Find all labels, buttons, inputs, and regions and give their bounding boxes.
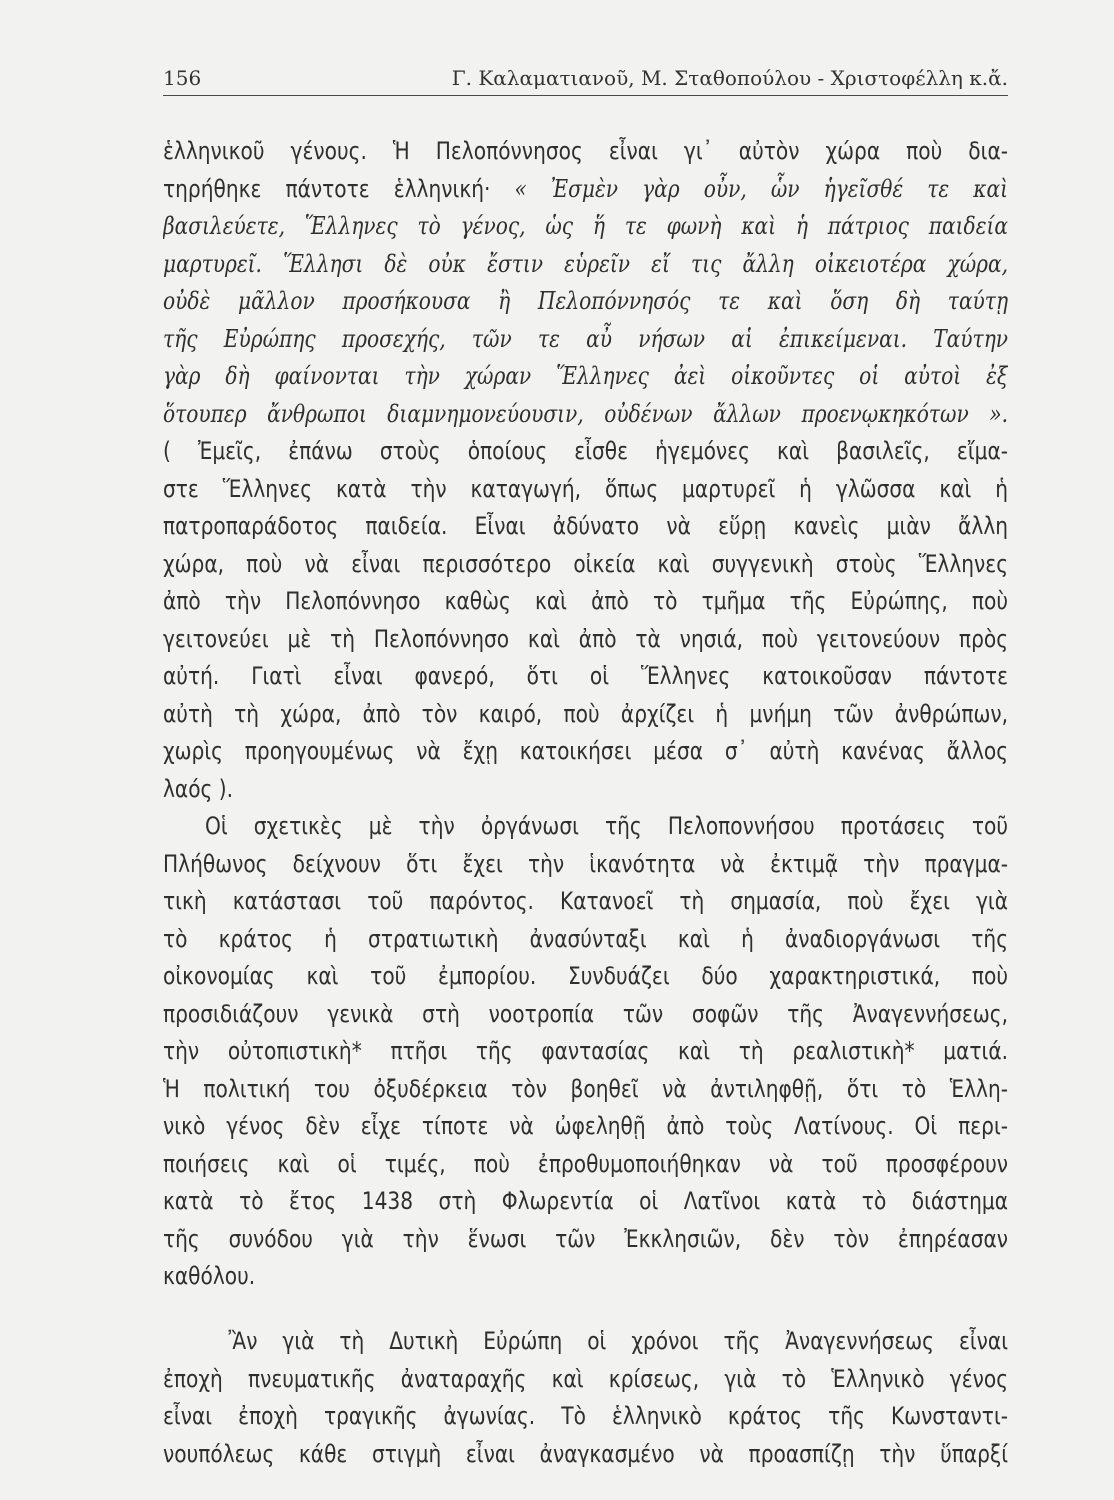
running-title: Γ. Καλαματιανοῦ, Μ. Σταθοπούλου - Χριστοφέλλη κ.ἄ. — [451, 66, 1008, 90]
body-line: νικὸ γένος δὲν εἶχε τίποτε νὰ ὠφεληθῇ ἀπὸ τοὺς Λατίνους. Οἱ περι- — [163, 1112, 1009, 1140]
body-line: τὴν οὐτοπιστικὴ* πτῆσι τῆς φαντασίας καὶ τὴ ρεαλιστικὴ* ματιά. — [163, 1037, 1009, 1065]
paragraph-1 — [163, 133, 1008, 808]
body-line: τῆς συνόδου γιὰ τὴν ἕνωσι τῶν Ἐκκλησιῶν, δὲν τὸν ἐπηρέασαν — [163, 1224, 1009, 1253]
body-line: στε Ἕλληνες κατὰ τὴν καταγωγή, ὅπως μαρτυρεῖ ἡ γλῶσσα καὶ ἡ — [163, 474, 1009, 503]
body-line: τικὴ κατάστασι τοῦ παρόντος. Κατανοεῖ τὴ σημασία, ποὺ ἔχει γιὰ — [163, 887, 1009, 915]
body-line: ἐποχὴ πνευματικῆς ἀναταραχῆς καὶ κρίσεως, γιὰ τὸ Ἑλληνικὸ γένος — [163, 1364, 1009, 1393]
text-block — [163, 1323, 1008, 1473]
body-line: Πλήθωνος δείχνουν ὅτι ἔχει τὴν ἱκανότητα νὰ ἐκτιμᾷ τὴν πραγμα- — [163, 849, 1009, 878]
body-line: οἰκονομίας καὶ τοῦ ἐμπορίου. Συνδυάζει δύο χαρακτηριστικά, ποὺ — [163, 962, 1009, 990]
body-line: ἑλληνικοῦ γένους. Ἡ Πελοπόννησος εἶναι γι᾽ αὐτὸν χώρα ποὺ δια- — [163, 137, 1009, 165]
body-line: καθόλου. — [163, 1262, 256, 1290]
body-line: γειτονεύει μὲ τὴ Πελοπόννησο καὶ ἀπὸ τὰ νησιά, ποὺ γειτονεύουν πρὸς — [163, 624, 1009, 653]
quote-text: « Ἐσμὲν γὰρ οὖν, ὧν ἡγεῖσθέ τε καὶ — [514, 174, 1009, 203]
body-line: κατὰ τὸ ἔτος 1438 στὴ Φλωρεντία οἱ Λατῖνοι κατὰ τὸ διάστημα — [163, 1187, 1009, 1215]
body-line: πατροπαράδοτος παιδεία. Εἶναι ἀδύνατο νὰ εὕρῃ κανεὶς μιὰν ἄλλη — [163, 512, 1009, 540]
body-line: αὐτή. Γιατὶ εἶναι φανερό, ὅτι οἱ Ἕλληνες κατοικοῦσαν πάντοτε — [163, 662, 1009, 690]
body-line: νουπόλεως κάθε στιγμὴ εἶναι ἀναγκασμένο νὰ προασπίζῃ τὴν ὕπαρξί — [163, 1439, 1009, 1468]
quote-line: οὐδὲ μᾶλλον προσήκουσα ἢ Πελοπόννησός τε καὶ ὅση δὴ ταύτῃ — [163, 287, 1009, 315]
quote-line: τῆς Εὐρώπης προσεχής, τῶν τε αὖ νήσων αἱ ἐπικείμεναι. Ταύτην — [163, 324, 1009, 353]
paragraph-3 — [163, 1323, 1008, 1473]
body-line: τὸ κράτος ἡ στρατιωτικὴ ἀνασύνταξι καὶ ἡ ἀναδιοργάνωσι τῆς — [163, 924, 1009, 953]
quote-line: ὅτουπερ ἄνθρωποι διαμνημονεύουσιν, οὐδένων ἄλλων προενῳκηκότων ». — [163, 399, 1009, 428]
header-rule — [163, 95, 1008, 96]
body-line: εἶναι ἐποχὴ τραγικῆς ἀγωνίας. Τὸ ἑλληνικὸ κράτος τῆς Κωνσταντι- — [163, 1402, 1009, 1430]
body-line: ( Ἐμεῖς, ἐπάνω στοὺς ὁποίους εἶσθε ἡγεμόνες καὶ βασιλεῖς, εἴμα- — [163, 437, 1009, 465]
page-number: 156 — [163, 66, 202, 90]
body-line: ἀπὸ τὴν Πελοπόννησο καθὼς καὶ ἀπὸ τὸ τμῆμα τῆς Εὐρώπης, ποὺ — [163, 587, 1009, 615]
body-line: χωρὶς προηγουμένως νὰ ἔχῃ κατοικήσει μέσα σ᾽ αὐτὴ κανένας ἄλλος — [163, 737, 1009, 765]
quote-line: βασιλεύετε, Ἕλληνες τὸ γένος, ὡς ἥ τε φωνὴ καὶ ἡ πάτριος παιδεία — [163, 212, 1009, 240]
body-line: αὐτὴ τὴ χώρα, ἀπὸ τὸν καιρό, ποὺ ἀρχίζει ἡ μνήμη τῶν ἀνθρώπων, — [163, 699, 1009, 728]
quote-line: γὰρ δὴ φαίνονται τὴν χώραν Ἕλληνες ἀεὶ οἰκοῦντες οἱ αὐτοὶ ἐξ — [163, 362, 1009, 390]
body-line: λαός ). — [163, 774, 234, 803]
quote-line: μαρτυρεῖ. Ἕλλησι δὲ οὐκ ἔστιν εὑρεῖν εἴ τις ἄλλη οἰκειοτέρα χώρα, — [163, 249, 1009, 278]
body-line: Ἂν γιὰ τὴ Δυτικὴ Εὐρώπη οἱ χρόνοι τῆς Ἀναγεννήσεως εἶναι — [228, 1327, 1009, 1355]
page-header — [163, 63, 1008, 93]
paragraph-2 — [163, 808, 1008, 1296]
body-line: Ἡ πολιτική του ὀξυδέρκεια τὸν βοηθεῖ νὰ ἀντιληφθῇ, ὅτι τὸ Ἑλλη- — [163, 1074, 1009, 1103]
body-line — [163, 171, 1008, 209]
body-text: τηρήθηκε πάντοτε ἑλληνική· — [163, 174, 515, 203]
body-line: χώρα, ποὺ νὰ εἶναι περισσότερο οἰκεία καὶ συγγενικὴ στοὺς Ἕλληνες — [163, 549, 1009, 578]
body-line: προσιδιάζουν γενικὰ στὴ νοοτροπία τῶν σοφῶν τῆς Ἀναγεννήσεως, — [163, 999, 1009, 1028]
text-block — [163, 133, 1008, 1296]
body-line: ποιήσεις καὶ οἱ τιμές, ποὺ ἐπροθυμοποιήθηκαν νὰ τοῦ προσφέρουν — [163, 1149, 1009, 1178]
body-line: Οἱ σχετικὲς μὲ τὴν ὀργάνωσι τῆς Πελοποννήσου προτάσεις τοῦ — [205, 812, 1009, 840]
